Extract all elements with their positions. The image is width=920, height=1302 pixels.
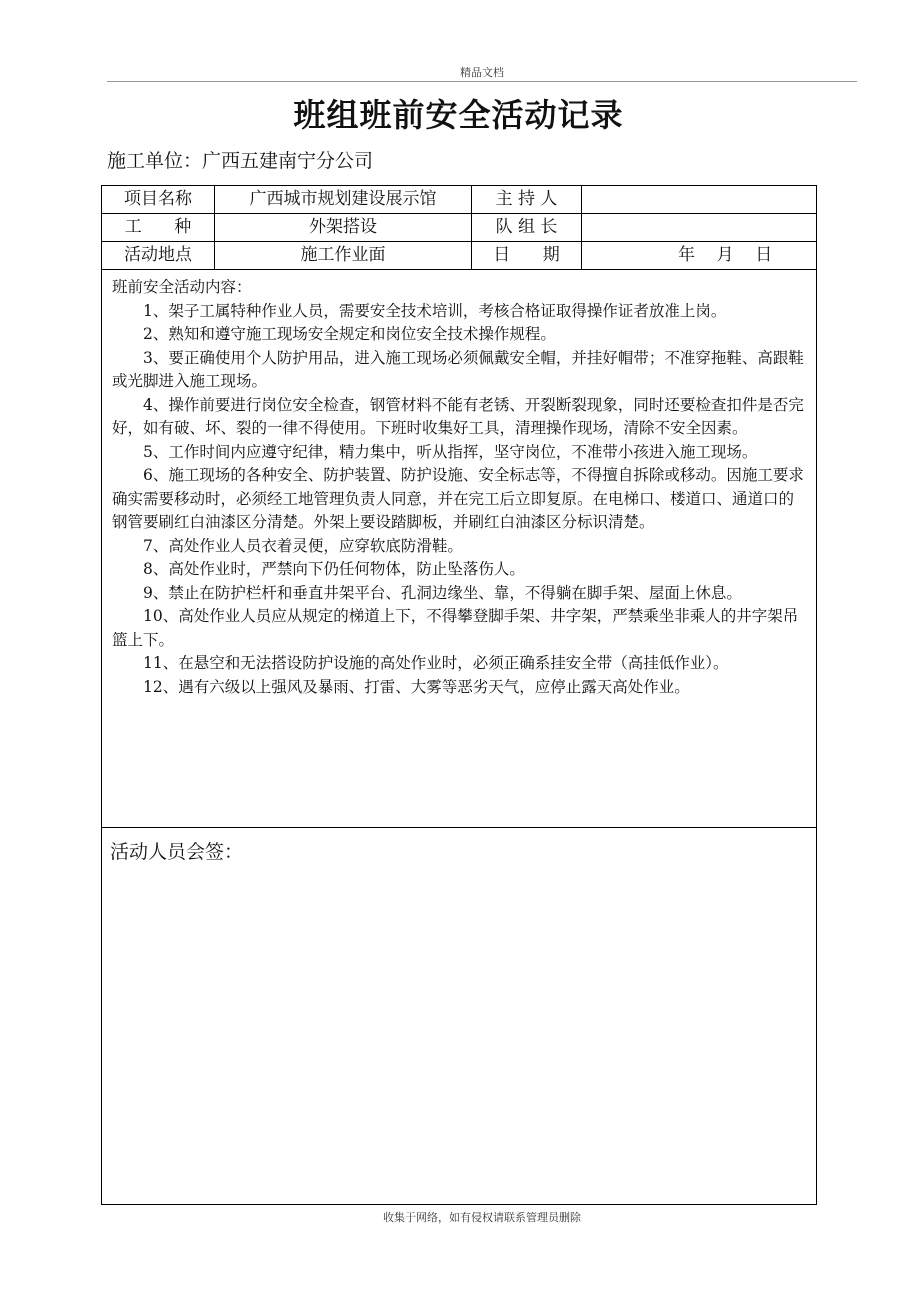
value-date[interactable]: 年 月 日	[678, 245, 773, 265]
page-title: 班组班前安全活动记录	[293, 96, 624, 134]
content-item: 2、熟知和遵守施工现场安全规定和岗位安全技术操作规程。	[143, 325, 556, 343]
label-date: 日 期	[472, 242, 582, 269]
content-item: 4、操作前要进行岗位安全检查，钢管材料不能有老锈、开裂断裂现象，同时还要检查扣件是否完好，如有破、坏、裂的一律不得使用。下班时收集好工具，清理操作现场，清除不安全因素。	[112, 395, 804, 437]
page-header: 精品文档	[460, 66, 504, 79]
info-row-location	[102, 242, 816, 270]
content-item: 12、遇有六级以上强风及暴雨、打雷、大雾等恶劣天气，应停止露天高处作业。	[143, 677, 690, 696]
activity-content	[102, 270, 816, 828]
construction-unit	[107, 146, 373, 173]
content-item: 7、高处作业人员衣着灵便，应穿软底防滑鞋。	[143, 536, 463, 555]
value-project-name[interactable]: 广西城市规划建设展示馆	[215, 186, 472, 213]
content-item: 6、施工现场的各种安全、防护装置、防护设施、安全标志等，不得擅自拆除或移动。因施工要求确实需要移动时，必须经工地管理负责人同意，并在完工后立即复原。在电梯口、楼道口、通道口的钢管要刷红白油漆区分清楚。外架上要设踏脚板，并刷红白油漆区分标识清楚。	[112, 466, 804, 531]
content-item: 5、工作时间内应遵守纪律，精力集中，听从指挥，坚守岗位，不准带小孩进入施工现场。	[143, 442, 758, 461]
content-item: 3、要正确使用个人防护用品，进入施工现场必须佩戴安全帽，并挂好帽带；不准穿拖鞋、高跟鞋或光脚进入施工现场。	[112, 348, 804, 390]
value-team-leader[interactable]	[582, 214, 816, 241]
info-row-trade	[102, 214, 816, 242]
record-form	[101, 185, 817, 1205]
value-location[interactable]: 施工作业面	[215, 242, 472, 269]
label-trade: 工 种	[102, 214, 215, 241]
content-item: 10、高处作业人员应从规定的梯道上下，不得攀登脚手架、井字架，严禁乘坐非乘人的井字架吊篮上下。	[112, 607, 799, 649]
content-item: 9、禁止在防护栏杆和垂直井架平台、孔洞边缘坐、靠，不得躺在脚手架、屋面上休息。	[143, 583, 742, 602]
value-host[interactable]	[582, 186, 816, 213]
content-item: 1、架子工属特种作业人员，需要安全技术培训，考核合格证取得操作证者放准上岗。	[143, 301, 727, 320]
content-item: 8、高处作业时，严禁向下仍任何物体，防止坠落伤人。	[143, 560, 525, 578]
construction-unit-value: 广西五建南宁分公司	[202, 150, 374, 172]
page-footer: 收集于网络，如有侵权请联系管理员删除	[383, 1211, 581, 1224]
label-host: 主 持 人	[472, 186, 582, 213]
label-project-name: 项目名称	[102, 186, 215, 213]
construction-unit-label: 施工单位：	[107, 150, 203, 172]
label-team-leader: 队 组 长	[472, 214, 582, 241]
value-trade[interactable]: 外架搭设	[215, 214, 472, 241]
info-row-project	[102, 186, 816, 214]
content-item: 11、在悬空和无法搭设防护设施的高处作业时，必须正确系挂安全带（高挂低作业）。	[143, 654, 729, 672]
label-location: 活动地点	[102, 242, 215, 269]
header-divider	[107, 81, 857, 82]
content-heading: 班前安全活动内容：	[112, 278, 252, 296]
signature-label: 活动人员会签：	[110, 841, 244, 863]
